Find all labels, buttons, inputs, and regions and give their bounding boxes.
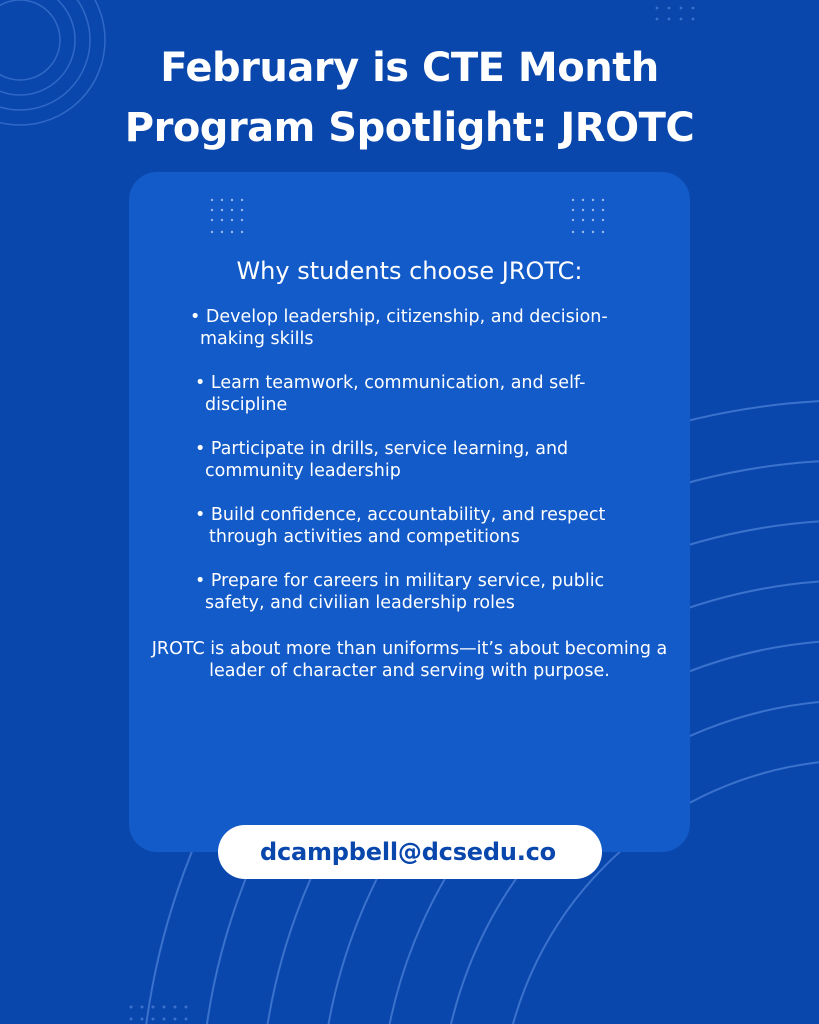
title-line-1: February is CTE Month: [160, 45, 659, 91]
list-item-line-1: • Develop leadership, citizenship, and decision-: [190, 307, 608, 327]
list-item: [195, 438, 568, 482]
list-item-line-1: • Participate in drills, service learning, and: [195, 439, 569, 459]
card-heading: Why students choose JROTC:: [236, 257, 583, 285]
info-card: [129, 172, 690, 852]
bottom-left-dots: [130, 1006, 188, 1021]
list-item: [190, 306, 608, 350]
list-item: [195, 504, 605, 548]
page-title: [0, 38, 819, 158]
list-item-line-2: through activities and competitions: [209, 527, 520, 547]
dot-grid-left-icon: [209, 197, 249, 237]
title-line-2: Program Spotlight: JROTC: [124, 105, 695, 151]
list-item-line-1: • Prepare for careers in military service, public: [195, 571, 605, 591]
list-item-line-2: community leadership: [205, 461, 401, 481]
list-item-line-2: discipline: [205, 395, 288, 415]
list-item: [195, 570, 604, 614]
list-item-line-2: safety, and civilian leadership roles: [205, 593, 515, 613]
top-right-dots: [656, 7, 695, 21]
list-item-line-2: making skills: [200, 329, 314, 349]
closing-statement: JROTC is about more than uniforms—it’s about becoming a leader of character and serving with purpose.: [151, 639, 668, 681]
list-item: [195, 372, 585, 416]
contact-email-pill[interactable]: [218, 825, 602, 879]
dot-grid-right-icon: [570, 197, 610, 237]
contact-email[interactable]: dcampbell@dcsedu.co: [260, 838, 556, 866]
list-item-line-1: • Learn teamwork, communication, and self-: [195, 373, 586, 393]
list-item-line-1: • Build confidence, accountability, and respect: [195, 505, 606, 525]
